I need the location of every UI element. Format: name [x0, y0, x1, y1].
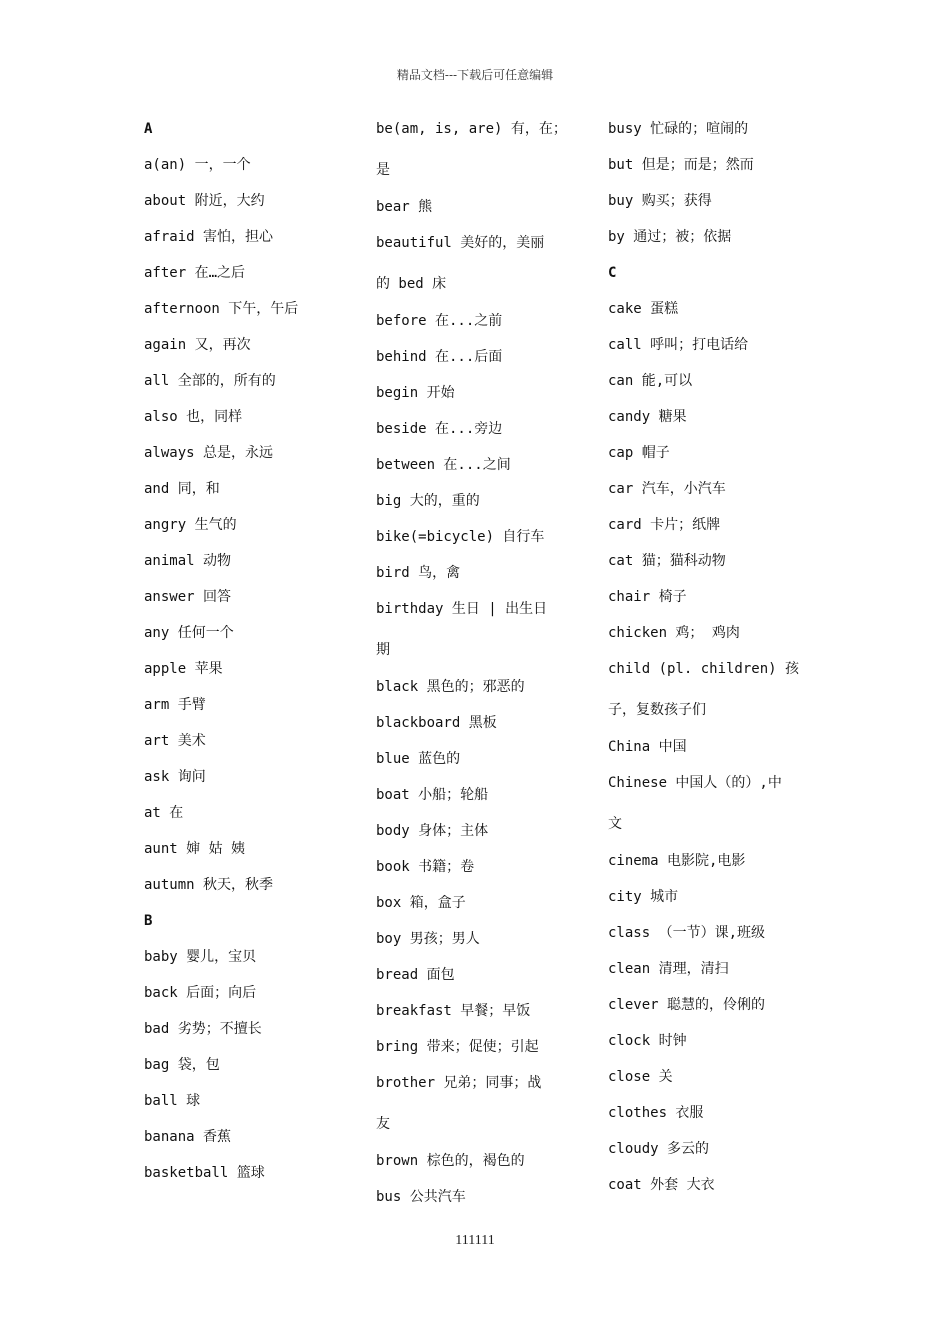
vocab-entry: box 箱，盒子 — [376, 895, 466, 911]
vocab-entry: again 又，再次 — [144, 337, 251, 353]
vocab-entry — [608, 659, 808, 721]
vocab-entry-continuation: 是 — [376, 162, 390, 178]
vocab-entry-continuation: 期 — [376, 642, 390, 658]
vocab-entry-continuation: 子，复数孩子们 — [608, 702, 706, 718]
vocab-entry: can 能,可以 — [608, 373, 693, 389]
vocab-entry: bread 面包 — [376, 967, 455, 983]
vocab-entry: apple 苹果 — [144, 661, 223, 677]
vocab-entry: afternoon 下午，午后 — [144, 301, 299, 317]
vocab-entry: call 呼叫；打电话给 — [608, 337, 749, 353]
vocab-entry — [376, 119, 576, 181]
vocab-entry: body 身体；主体 — [376, 823, 489, 839]
vocab-entry: bear 熊 — [376, 199, 433, 215]
vocab-entry: bag 袋，包 — [144, 1057, 220, 1073]
column-2 — [376, 119, 576, 1223]
vocab-entry-continuation: 的 bed 床 — [376, 276, 447, 292]
vocab-entry — [608, 773, 808, 835]
vocab-entry: China 中国 — [608, 739, 687, 755]
vocab-entry-line: brother 兄弟；同事；战 — [376, 1075, 542, 1091]
vocab-entry-line: be(am, is, are) 有，在； — [376, 121, 567, 137]
vocab-entry: close 关 — [608, 1069, 673, 1085]
vocab-entry: blue 蓝色的 — [376, 751, 461, 767]
vocab-entry: bad 劣势；不擅长 — [144, 1021, 262, 1037]
vocab-entry: baby 婴儿，宝贝 — [144, 949, 257, 965]
vocab-entry: boy 男孩；男人 — [376, 931, 480, 947]
vocab-entry: buy 购买；获得 — [608, 193, 712, 209]
section-letter: A — [144, 121, 153, 137]
vocab-entry: chicken 鸡； 鸡肉 — [608, 625, 740, 641]
vocab-entry: also 也，同样 — [144, 409, 243, 425]
vocab-entry: clock 时钟 — [608, 1033, 687, 1049]
vocab-entry-line: beautiful 美好的，美丽 — [376, 235, 545, 251]
vocab-entry: blackboard 黑板 — [376, 715, 497, 731]
vocab-entry-line: child (pl. children) 孩 — [608, 661, 800, 677]
vocab-entry: after 在…之后 — [144, 265, 246, 281]
vocab-entry: city 城市 — [608, 889, 679, 905]
vocab-entry: chair 椅子 — [608, 589, 687, 605]
vocab-entry: candy 糖果 — [608, 409, 687, 425]
vocab-entry: cake 蛋糕 — [608, 301, 679, 317]
vocab-entry: art 美术 — [144, 733, 206, 749]
vocab-entry: arm 手臂 — [144, 697, 206, 713]
column-3 — [608, 119, 808, 1211]
vocab-entry-continuation: 友 — [376, 1116, 390, 1132]
vocab-entry: boat 小船；轮船 — [376, 787, 489, 803]
section-letter: C — [608, 265, 617, 281]
vocab-entry-line: birthday 生日 | 出生日 — [376, 601, 548, 617]
vocab-entry: begin 开始 — [376, 385, 455, 401]
vocab-entry: and 同，和 — [144, 481, 220, 497]
vocab-entry: brown 棕色的，褐色的 — [376, 1153, 525, 1169]
vocab-entry: clothes 衣服 — [608, 1105, 704, 1121]
vocab-entry-line: Chinese 中国人（的）,中 — [608, 775, 782, 791]
vocab-entry: clever 聪慧的，伶俐的 — [608, 997, 766, 1013]
vocab-entry-continuation: 文 — [608, 816, 622, 832]
vocab-entry: answer 回答 — [144, 589, 232, 605]
vocab-entry: animal 动物 — [144, 553, 232, 569]
page-header: 精品文档---下载后可任意编辑 — [396, 68, 554, 82]
column-1 — [144, 119, 349, 1199]
vocab-entry: bird 鸟，禽 — [376, 565, 461, 581]
vocab-entry: any 任何一个 — [144, 625, 234, 641]
vocab-entry: bus 公共汽车 — [376, 1189, 466, 1205]
vocab-entry: cat 猫；猫科动物 — [608, 553, 726, 569]
vocab-entry: back 后面；向后 — [144, 985, 257, 1001]
vocab-entry: by 通过；被；依据 — [608, 229, 732, 245]
vocab-entry: afraid 害怕，担心 — [144, 229, 274, 245]
vocab-entry: bike(=bicycle) 自行车 — [376, 529, 545, 545]
vocab-entry — [376, 233, 576, 295]
vocab-entry: all 全部的，所有的 — [144, 373, 276, 389]
vocab-entry — [376, 599, 576, 661]
vocab-entry: black 黑色的；邪恶的 — [376, 679, 525, 695]
vocab-entry: behind 在...后面 — [376, 349, 503, 365]
section-letter: B — [144, 913, 153, 929]
vocab-entry — [376, 1073, 576, 1135]
vocab-entry: busy 忙碌的；喧闹的 — [608, 121, 749, 137]
vocab-entry: car 汽车，小汽车 — [608, 481, 726, 497]
vocab-entry: ask 询问 — [144, 769, 206, 785]
vocab-entry: between 在...之间 — [376, 457, 511, 473]
vocab-entry: clean 清理，清扫 — [608, 961, 729, 977]
vocab-entry: breakfast 早餐；早饭 — [376, 1003, 531, 1019]
vocab-entry: aunt 婶 姑 姨 — [144, 841, 246, 857]
vocab-entry: angry 生气的 — [144, 517, 237, 533]
vocab-entry: basketball 篮球 — [144, 1165, 265, 1181]
vocab-entry: class （一节）课,班级 — [608, 925, 766, 941]
vocab-entry: cinema 电影院,电影 — [608, 853, 746, 869]
vocab-entry: cloudy 多云的 — [608, 1141, 710, 1157]
vocab-entry: coat 外套 大衣 — [608, 1177, 715, 1193]
page-footer: 111111 — [455, 1233, 495, 1248]
vocab-entry: before 在...之前 — [376, 313, 503, 329]
vocab-entry: autumn 秋天，秋季 — [144, 877, 274, 893]
vocab-entry: ball 球 — [144, 1093, 201, 1109]
vocab-entry: bring 带来；促使；引起 — [376, 1039, 539, 1055]
vocab-entry: always 总是，永远 — [144, 445, 274, 461]
vocab-entry: banana 香蕉 — [144, 1129, 232, 1145]
vocab-entry: card 卡片；纸牌 — [608, 517, 721, 533]
vocab-entry: big 大的，重的 — [376, 493, 480, 509]
vocab-entry: but 但是；而是；然而 — [608, 157, 754, 173]
vocab-entry: about 附近，大约 — [144, 193, 265, 209]
vocab-entry: a(an) 一，一个 — [144, 157, 251, 173]
vocab-entry: at 在 — [144, 805, 184, 821]
vocab-entry: beside 在...旁边 — [376, 421, 503, 437]
vocab-entry: cap 帽子 — [608, 445, 670, 461]
vocab-entry: book 书籍；卷 — [376, 859, 475, 875]
